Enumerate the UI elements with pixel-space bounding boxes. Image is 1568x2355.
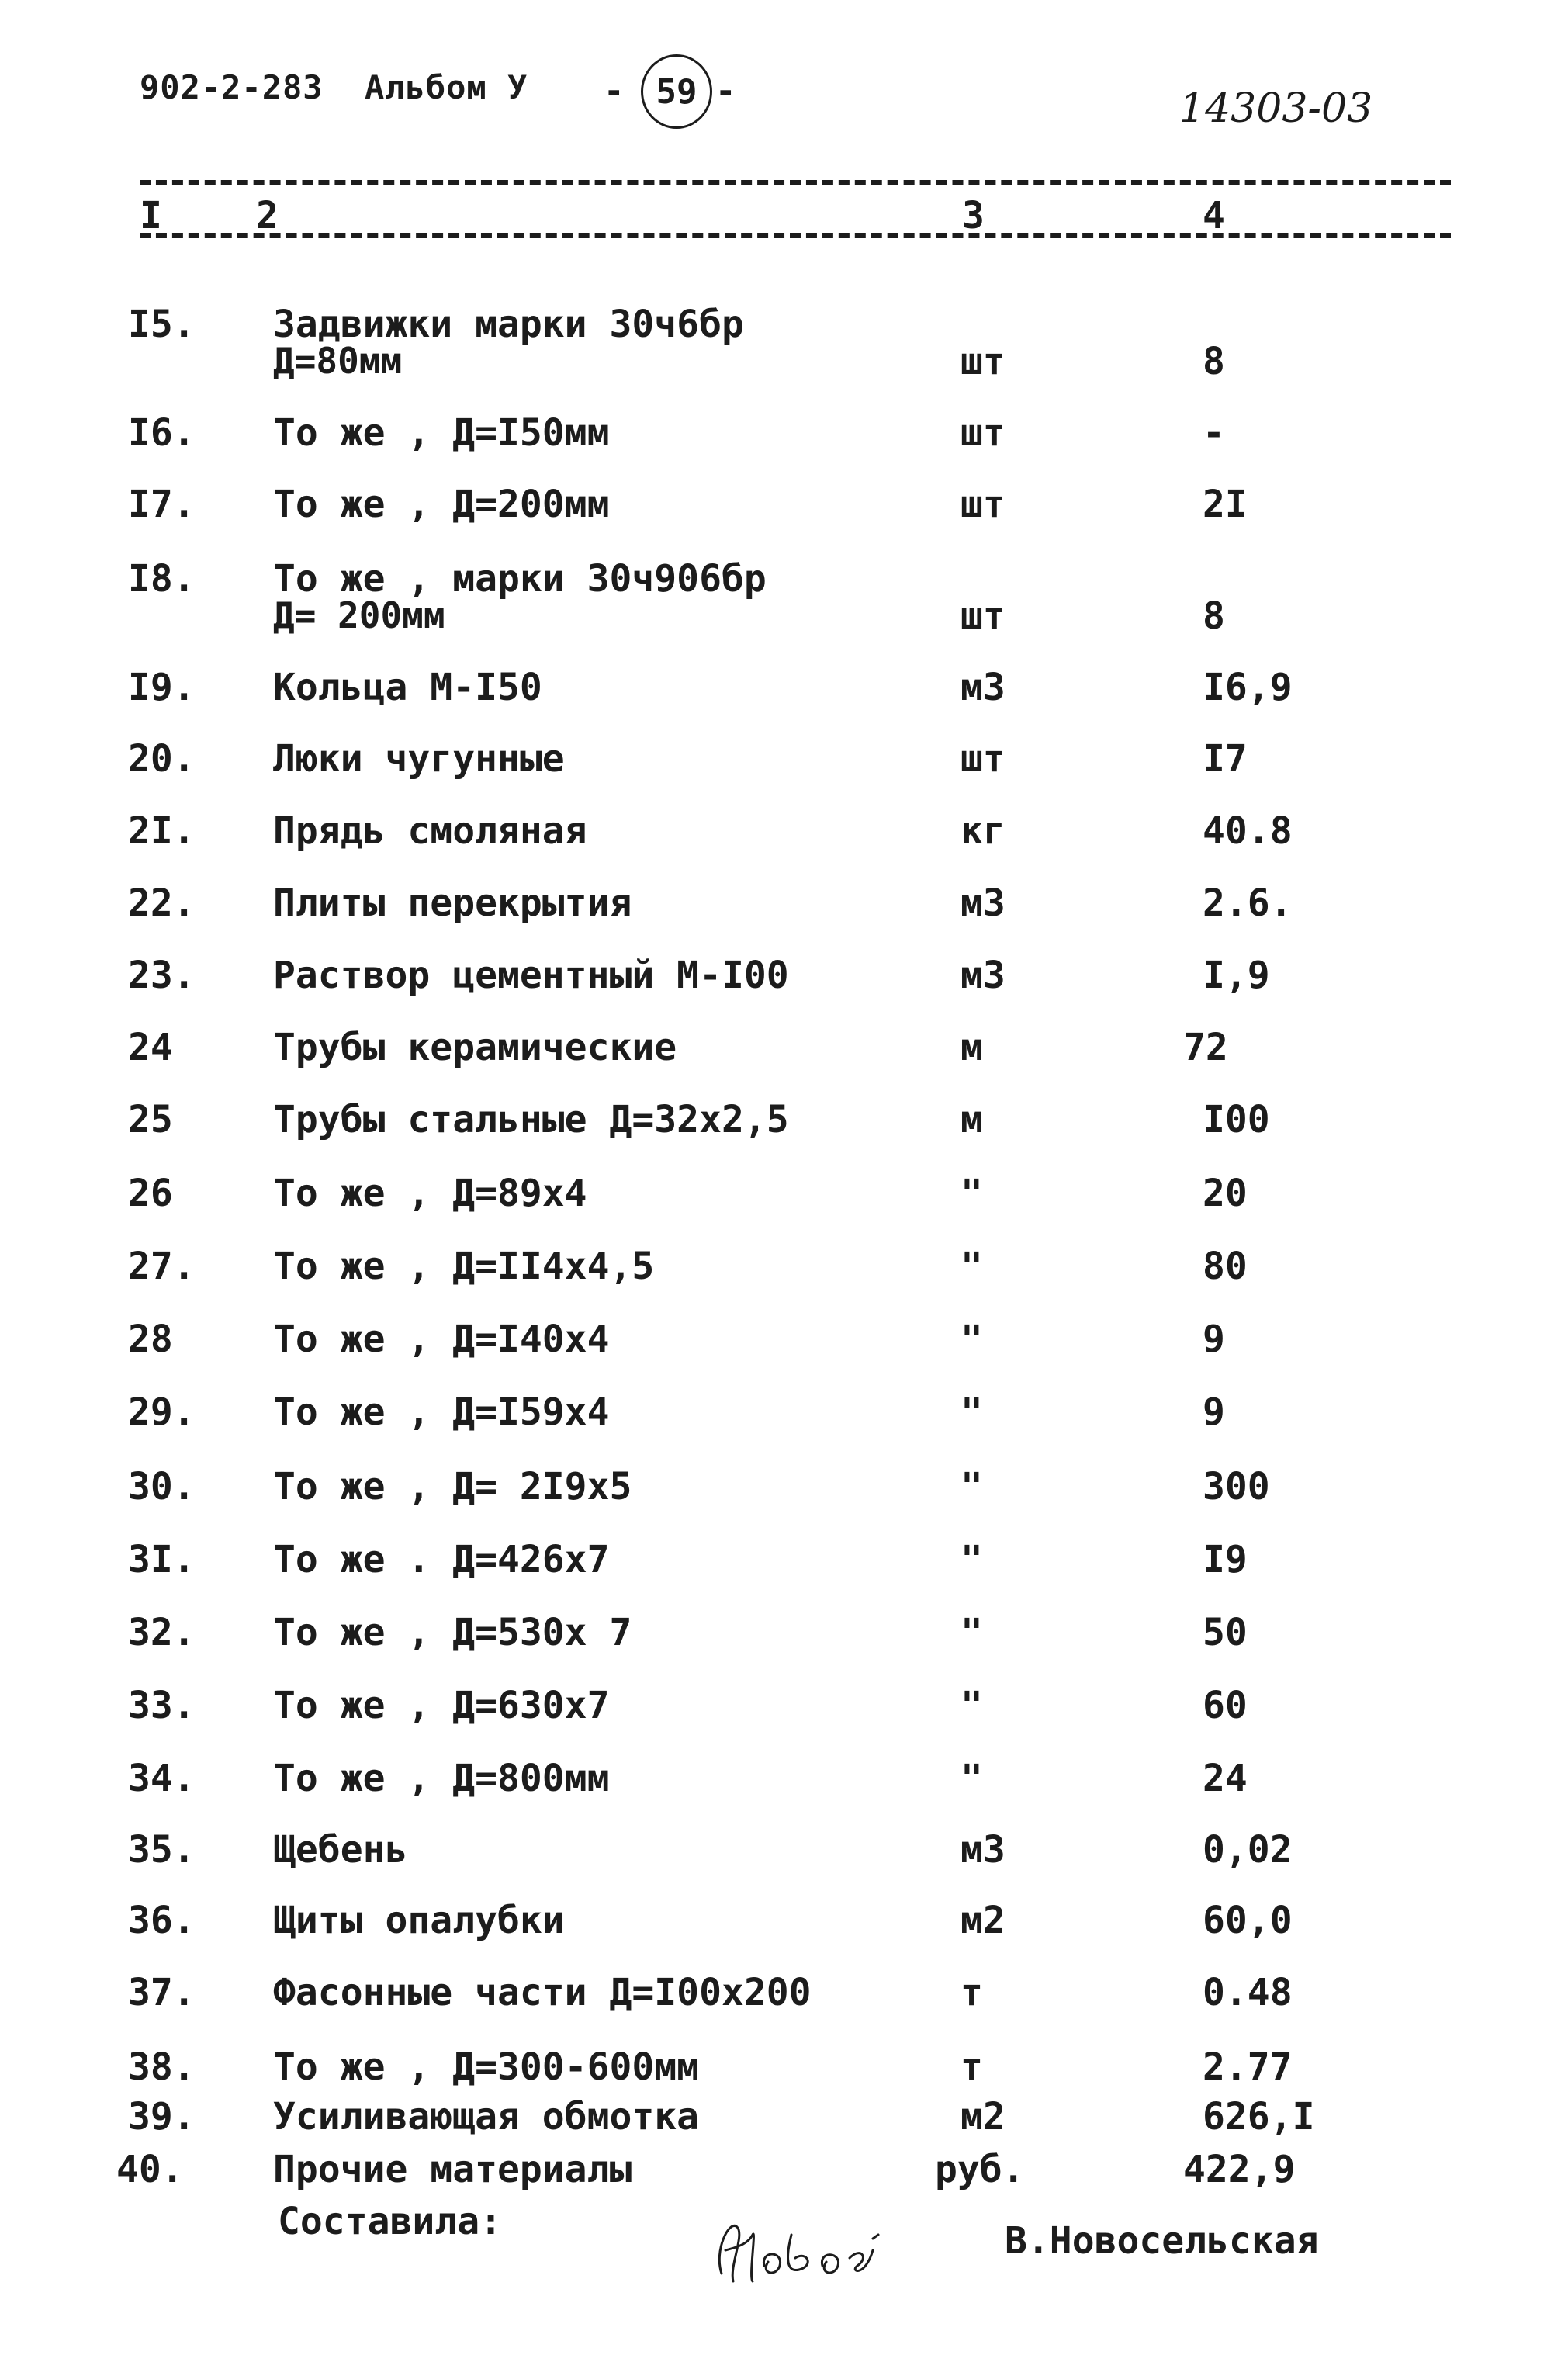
row-qty: 40.8	[1203, 809, 1293, 853]
table-row	[0, 340, 1568, 386]
row-qty: I7	[1203, 737, 1248, 781]
row-qty: 626,I	[1203, 2095, 1315, 2139]
row-name: Фасонные части Д=I00х200	[273, 1971, 812, 2014]
row-unit: м	[961, 1026, 983, 1069]
table-row	[0, 1828, 1568, 1875]
row-number: 3I.	[128, 1538, 196, 1581]
row-unit: м3	[961, 954, 1006, 997]
row-number: 40.	[116, 2148, 184, 2191]
table-row	[0, 1971, 1568, 2017]
row-unit: кг	[961, 809, 1006, 853]
row-name: То же , Д=530х 7	[273, 1611, 632, 1654]
row-number: 34.	[128, 1757, 196, 1800]
row-name: Щебень	[273, 1828, 408, 1872]
row-name: То же , Д=89х4	[273, 1172, 587, 1215]
row-number: 33.	[128, 1684, 196, 1727]
table-row	[0, 1538, 1568, 1584]
row-qty: 80	[1203, 1245, 1248, 1288]
row-name: Раствор цементный М-I00	[273, 954, 789, 997]
row-number: I8.	[128, 557, 196, 601]
row-number: 38.	[128, 2045, 196, 2089]
row-name: То же , Д= 2I9х5	[273, 1465, 632, 1508]
row-unit: м3	[961, 666, 1006, 709]
row-unit: м3	[961, 881, 1006, 925]
row-name: То же , Д=300-600мм	[273, 2045, 700, 2089]
row-unit: м2	[961, 1899, 1006, 1942]
row-number: 37.	[128, 1971, 196, 2014]
table-row	[0, 1245, 1568, 1291]
row-name-cont: Д=80мм	[273, 340, 403, 382]
row-name: То же , Д=I40х4	[273, 1318, 610, 1361]
table-row	[0, 1318, 1568, 1364]
row-unit: "	[961, 1318, 983, 1361]
row-unit: "	[961, 1465, 983, 1508]
row-name: Трубы стальные Д=32х2,5	[273, 1098, 789, 1141]
row-qty: 24	[1203, 1757, 1248, 1800]
row-qty: 0.48	[1203, 1971, 1293, 2014]
row-unit: шт	[961, 483, 1006, 526]
row-number: 29.	[128, 1390, 196, 1434]
page-number: 59	[641, 54, 712, 129]
row-number: 28	[128, 1318, 173, 1361]
row-qty: 0,02	[1203, 1828, 1293, 1872]
row-number: 35.	[128, 1828, 196, 1872]
table-row	[0, 809, 1568, 856]
column-heading-2: 2	[256, 194, 279, 237]
row-unit: "	[961, 1538, 983, 1581]
row-qty: I,9	[1203, 954, 1270, 997]
row-number: 32.	[128, 1611, 196, 1654]
row-qty: 72	[1183, 1026, 1228, 1069]
row-name: То же , Д=I59х4	[273, 1390, 610, 1434]
row-number: 26	[128, 1172, 173, 1215]
row-number: 36.	[128, 1899, 196, 1942]
row-name: То же . Д=426х7	[273, 1538, 610, 1581]
row-qty: 2.6.	[1203, 881, 1293, 925]
row-number: I9.	[128, 666, 196, 709]
album-label: Альбом У	[365, 68, 528, 106]
row-qty: 50	[1203, 1611, 1248, 1654]
row-qty: -	[1203, 411, 1225, 455]
row-name: Люки чугунные	[273, 737, 565, 781]
row-unit: "	[961, 1172, 983, 1215]
row-unit: т	[961, 1971, 983, 2014]
table-row	[0, 1684, 1568, 1730]
table-row	[0, 1026, 1568, 1072]
row-unit: шт	[961, 340, 1006, 383]
table-row	[0, 411, 1568, 458]
row-unit: руб.	[935, 2148, 1025, 2191]
row-unit: "	[961, 1611, 983, 1654]
column-heading-3: 3	[962, 194, 985, 237]
document-code: 902-2-283	[140, 68, 324, 106]
row-unit: т	[961, 2045, 983, 2089]
table-row	[0, 2045, 1568, 2092]
row-unit: м2	[961, 2095, 1006, 2139]
table-row	[0, 881, 1568, 928]
handwritten-code: 14303-03	[1179, 85, 1373, 132]
row-qty: 8	[1203, 594, 1225, 638]
row-qty: 60	[1203, 1684, 1248, 1727]
row-unit: шт	[961, 594, 1006, 638]
row-qty: 9	[1203, 1318, 1225, 1361]
row-name: То же , Д=630х7	[273, 1684, 610, 1727]
row-number: I6.	[128, 411, 196, 455]
row-qty: I9	[1203, 1538, 1248, 1581]
row-number: I7.	[128, 483, 196, 526]
compiler-name: В.Новосельская	[1005, 2219, 1319, 2263]
table-row	[0, 483, 1568, 529]
table-row	[0, 594, 1568, 641]
row-number: 23.	[128, 954, 196, 997]
row-number: 30.	[128, 1465, 196, 1508]
row-number: 24	[128, 1026, 173, 1069]
top-dashed-rule	[140, 180, 1451, 185]
column-heading-4: 4	[1203, 194, 1225, 237]
row-qty: 300	[1203, 1465, 1270, 1508]
table-row	[0, 1611, 1568, 1657]
row-name: Плиты перекрытия	[273, 881, 632, 925]
row-qty: I00	[1203, 1098, 1270, 1141]
table-row	[0, 2095, 1568, 2142]
row-qty: 9	[1203, 1390, 1225, 1434]
row-name: Трубы керамические	[273, 1026, 677, 1069]
row-unit: "	[961, 1245, 983, 1288]
table-row	[0, 1098, 1568, 1145]
row-qty: 8	[1203, 340, 1225, 383]
row-number: I5.	[128, 303, 196, 346]
row-name: То же , Д=800мм	[273, 1757, 610, 1800]
table-row	[0, 666, 1568, 712]
row-name: Щиты опалубки	[273, 1899, 565, 1942]
handwritten-signature	[706, 2204, 884, 2297]
row-number: 39.	[128, 2095, 196, 2139]
row-qty: 422,9	[1183, 2148, 1296, 2191]
table-row	[0, 954, 1568, 1000]
row-name: То же , Д=200мм	[273, 483, 610, 526]
row-name: То же , марки 30ч906бр	[273, 557, 767, 601]
row-name: То же , Д=I50мм	[273, 411, 610, 455]
heading-dashed-rule	[140, 233, 1451, 238]
row-number: 2I.	[128, 809, 196, 853]
row-qty: 2.77	[1203, 2045, 1293, 2089]
row-unit: "	[961, 1757, 983, 1800]
row-unit: "	[961, 1390, 983, 1434]
table-row	[0, 1390, 1568, 1437]
row-unit: м3	[961, 1828, 1006, 1872]
row-qty: 60,0	[1203, 1899, 1293, 1942]
row-number: 20.	[128, 737, 196, 781]
row-number: 27.	[128, 1245, 196, 1288]
table-row	[0, 1465, 1568, 1512]
row-unit: м	[961, 1098, 983, 1141]
row-qty: 20	[1203, 1172, 1248, 1215]
table-row	[0, 2148, 1568, 2194]
row-number: 22.	[128, 881, 196, 925]
table-row	[0, 1757, 1568, 1803]
table-row	[0, 1899, 1568, 1945]
row-name: Прочие материалы	[273, 2148, 632, 2191]
table-row	[0, 1172, 1568, 1218]
table-row	[0, 737, 1568, 784]
row-number: 25	[128, 1098, 173, 1141]
row-name: То же , Д=II4х4,5	[273, 1245, 655, 1288]
row-name: Задвижки марки 30ч6бр	[273, 303, 744, 346]
row-unit: шт	[961, 737, 1006, 781]
page-dash-right: -	[715, 71, 736, 111]
row-unit: "	[961, 1684, 983, 1727]
row-name: Усиливающая обмотка	[273, 2095, 700, 2139]
row-qty: 2I	[1203, 483, 1248, 526]
row-name: Прядь смоляная	[273, 809, 587, 853]
column-heading-1: I	[140, 194, 162, 237]
row-unit: шт	[961, 411, 1006, 455]
compiled-by-label: Составила:	[278, 2200, 502, 2243]
row-name-cont: Д= 200мм	[273, 594, 445, 636]
row-qty: I6,9	[1203, 666, 1293, 709]
row-name: Кольца М-I50	[273, 666, 542, 709]
page-dash-left: -	[604, 71, 625, 111]
